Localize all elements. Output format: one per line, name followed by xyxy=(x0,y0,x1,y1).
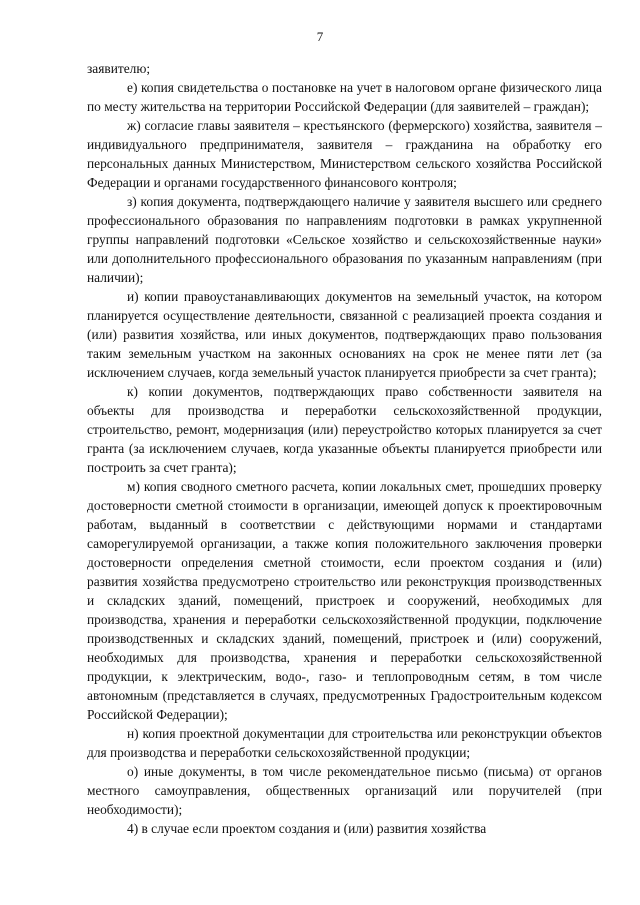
paragraph-item-4: 4) в случае если проектом создания и (или) развития хозяйства xyxy=(127,821,487,836)
paragraph-item-n: н) копия проектной документации для строительства или реконструкции объектов для производства и переработки сельскохозяйственной продукции; xyxy=(87,726,602,760)
paragraph-item-m: м) копия сводного сметного расчета, копии локальных смет, прошедших проверку достоверности сметной стоимости в организации, имеющей допуск к проектировочным работам, выданный в соответствии с действующими нормами и стандартами саморегулируемой организации, а также копия положительного заключения проверки достоверности определения сметной стоимости, если проектом создания и (или) развития хозяйства предусмотрено строительство или реконструкция производственных и складских зданий, помещений, пристроек и сооружений, необходимых для производства, хранения и переработки сельскохозяйственной продукции, подключение производственных и складских зданий, помещений, пристроек и (или) сооружений, необходимых для производства, хранения и переработки сельскохозяйственной продукции, к электрическим, водо-, газо- и теплопроводным сетям, в том числе автономным (представляется в случаях, предусмотренных Градостроительным кодексом Российской Федерации); xyxy=(87,479,602,722)
paragraph-continuation: заявителю; xyxy=(87,61,151,76)
paragraph-item-o: о) иные документы, в том числе рекомендательное письмо (письма) от органов местного самоуправления, общественных организаций или поручителей (при необходимости); xyxy=(87,764,602,817)
page-body xyxy=(87,59,602,838)
page-number: 7 xyxy=(316,29,324,44)
paragraph-item-k: к) копии документов, подтверждающих право собственности заявителя на объекты для производства и переработки сельскохозяйственной продукции, строительство, ремонт, модернизация (или) переустройство которых планируется за счет гранта (за исключением случаев, когда указанные объекты планируется приобрести или построить за счет гранта); xyxy=(87,384,602,475)
paragraph-item-z: з) копия документа, подтверждающего наличие у заявителя высшего или среднего профессионального образования по направлениям подготовки в рамках укрупненной группы направлений подготовки «Сельское хозяйство и сельскохозяйственные науки» или дополнительного профессионального образования по указанным направлениям (при наличии); xyxy=(87,194,602,285)
paragraph-item-e: е) копия свидетельства о постановке на учет в налоговом органе физического лица по месту жительства на территории Российской Федерации (для заявителей – граждан); xyxy=(87,80,602,114)
paragraph-item-i: и) копии правоустанавливающих документов на земельный участок, на котором планируется осуществление деятельности, связанной с реализацией проекта создания и (или) развития хозяйства, или иных документов, подтверждающих право пользования таким земельным участком на законных основаниях на срок не менее пяти лет (за исключением случаев, когда земельный участок планируется приобрести за счет гранта); xyxy=(87,289,602,380)
paragraph-item-zh: ж) согласие главы заявителя – крестьянского (фермерского) хозяйства, заявителя – индивидуального предпринимателя, заявителя – гражданина на обработку его персональных данных Министерством, Министерством сельского хозяйства Российской Федерации и органами государственного финансового контроля; xyxy=(87,118,602,190)
